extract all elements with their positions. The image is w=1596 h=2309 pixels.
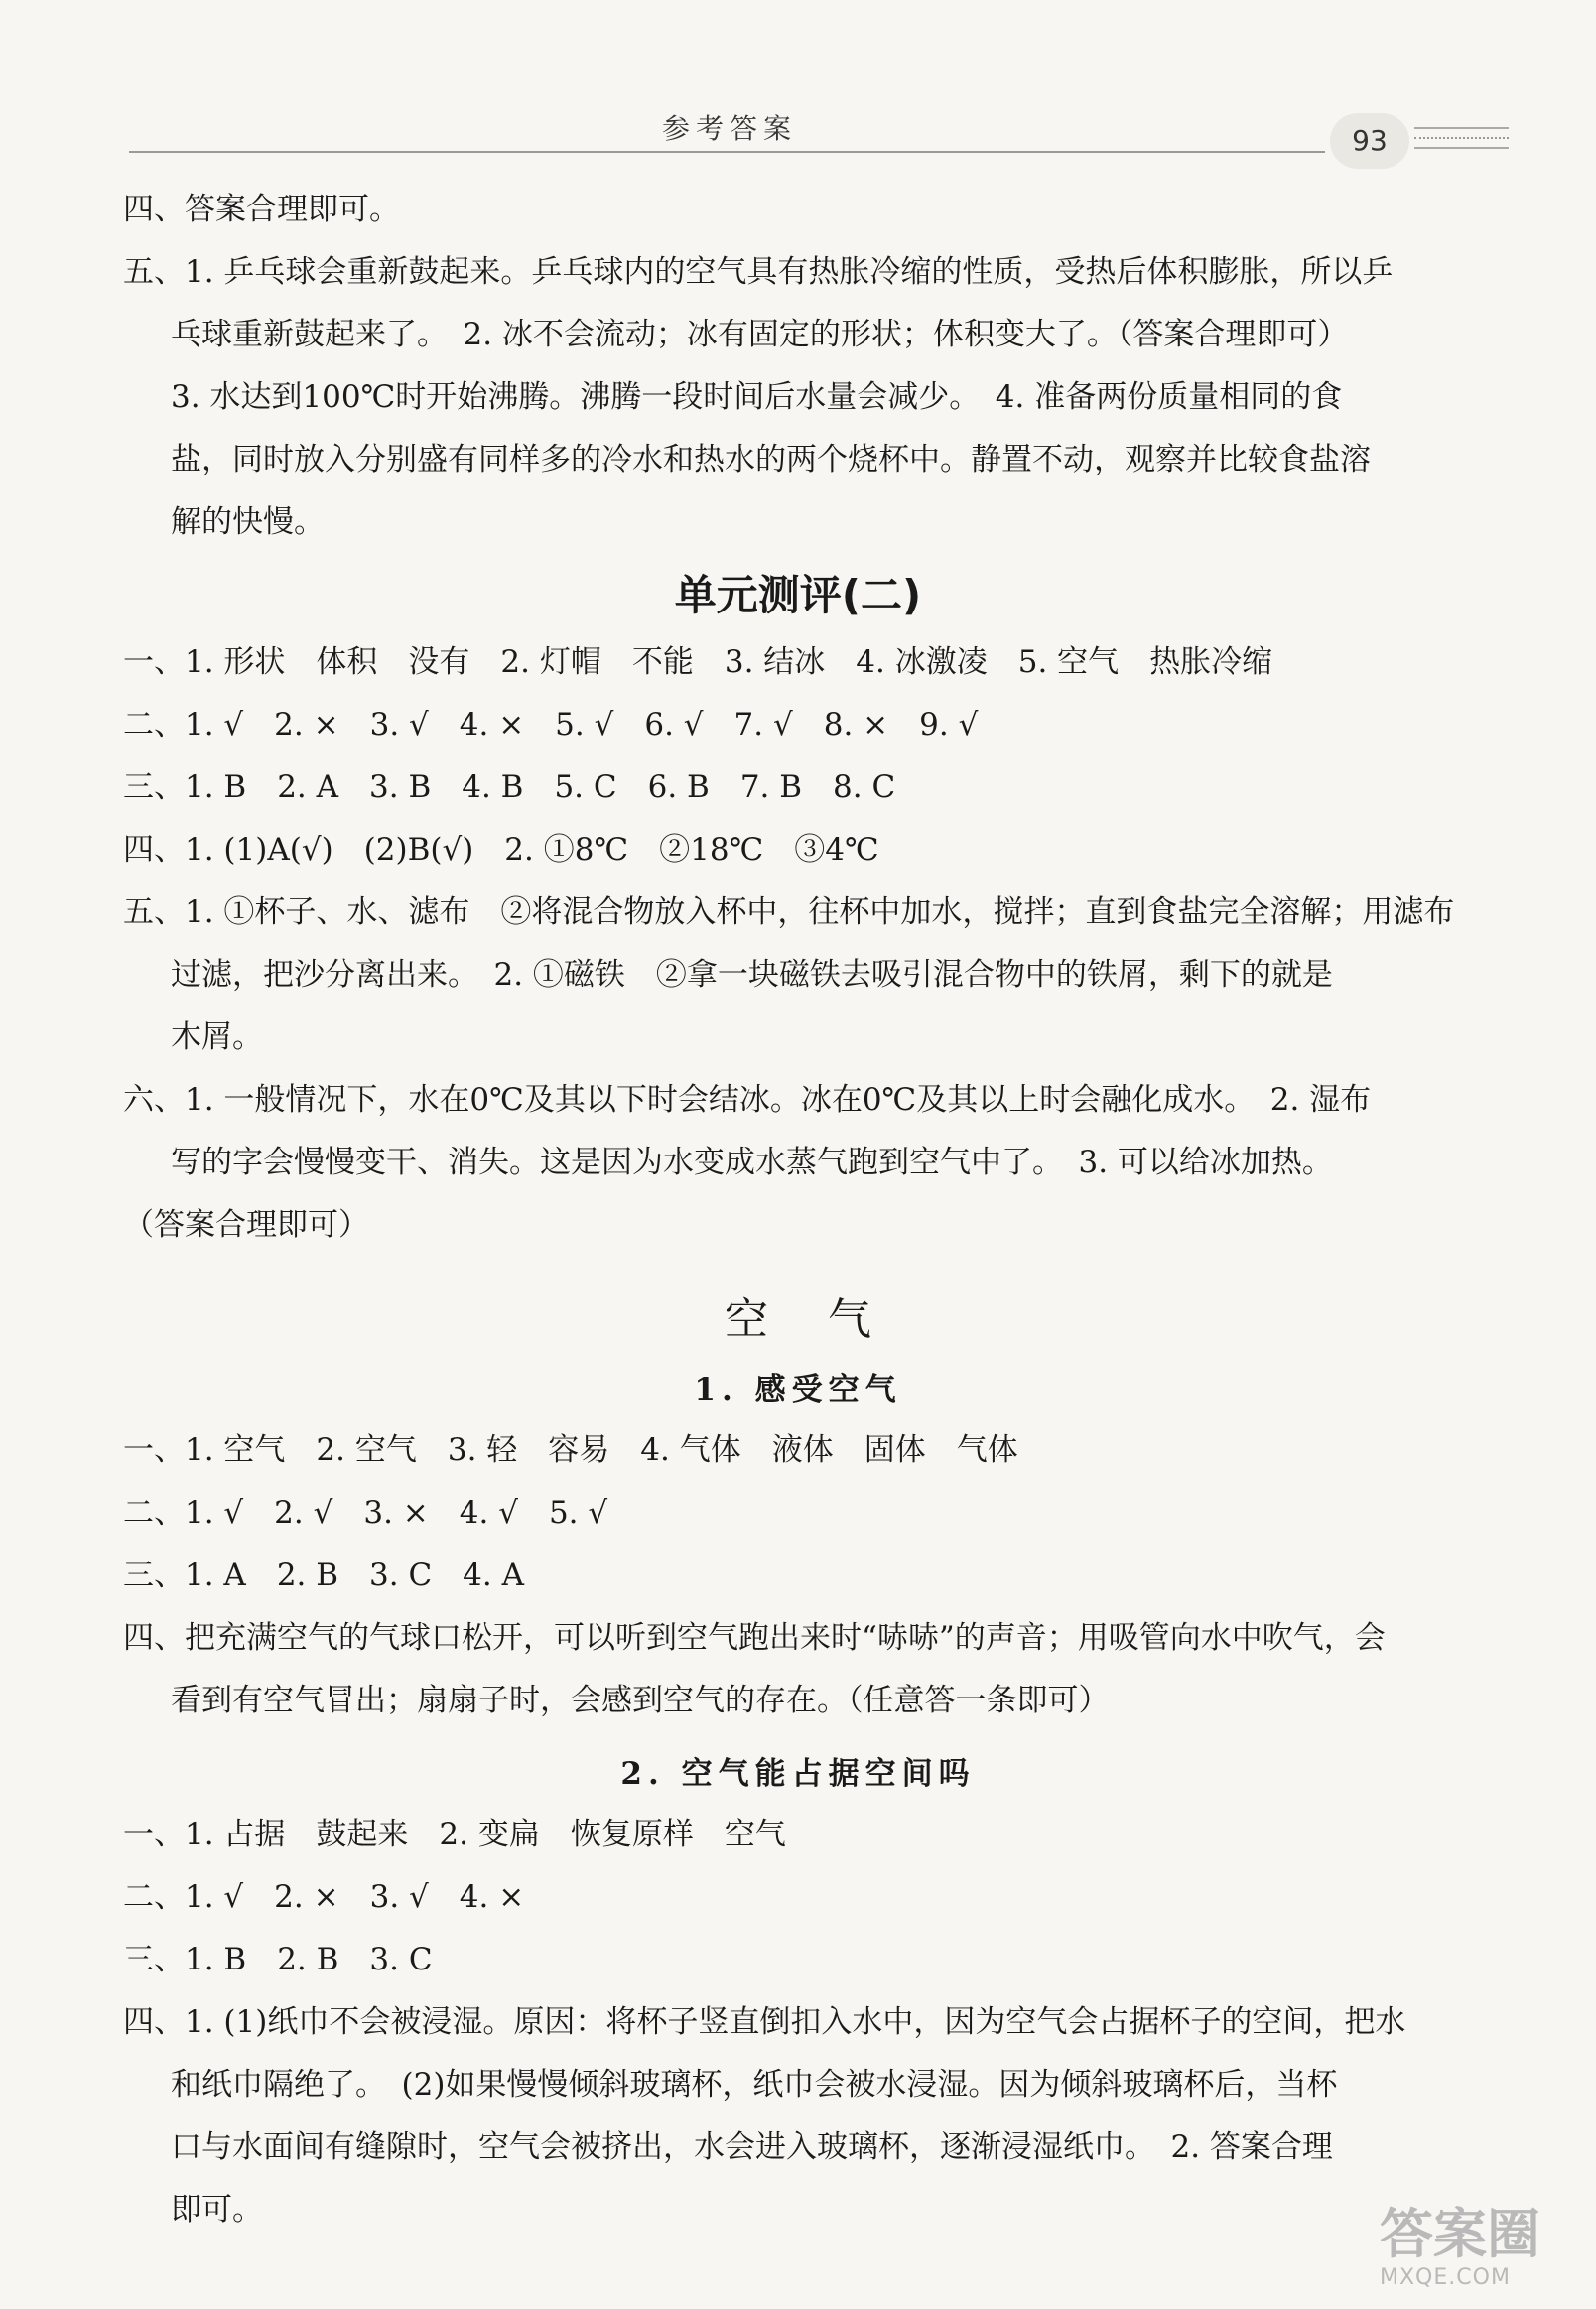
header-title: 参考答案 (661, 112, 797, 145)
answer-line: 三、1. B 2. A 3. B 4. B 5. C 6. B 7. B 8. C (123, 769, 896, 805)
page-number: 93 (1330, 113, 1409, 169)
answer-line: 二、1. √ 2. √ 3. × 4. √ 5. √ (123, 1495, 608, 1531)
answer-line: 盐，同时放入分别盛有同样多的冷水和热水的两个烧杯中。静置不动，观察并比较食盐溶 (171, 442, 1371, 477)
answer-line: 解的快慢。 (171, 504, 325, 540)
answer-line: 木屑。 (171, 1019, 263, 1055)
answer-line: 3. 水达到100℃时开始沸腾。沸腾一段时间后水量会减少。 4. 准备两份质量相同的食 (171, 379, 1343, 415)
answer-line: 五、1. 乒乓球会重新鼓起来。乒乓球内的空气具有热胀冷缩的性质，受热后体积膨胀，所以乒 (123, 254, 1394, 290)
page-header (129, 99, 1479, 159)
answer-line: 口与水面间有缝隙时，空气会被挤出，水会进入玻璃杯，逐渐浸湿纸巾。 2. 答案合理 (171, 2129, 1333, 2165)
answer-line: 五、1. ①杯子、水、滤布 ②将混合物放入杯中，往杯中加水，搅拌；直到食盐完全溶解；用滤布 (123, 894, 1455, 930)
watermark-mark: 答案圈 (1380, 2203, 1540, 2265)
answer-line: 乓球重新鼓起来了。 2. 冰不会流动；冰有固定的形状；体积变大了。（答案合理即可） (171, 317, 1349, 352)
answer-line: 四、把充满空气的气球口松开，可以听到空气跑出来时“哧哧”的声音；用吸管向水中吹气，会 (123, 1620, 1386, 1656)
watermark-logo (1380, 2204, 1588, 2303)
answer-line: 二、1. √ 2. × 3. √ 4. × 5. √ 6. √ 7. √ 8. × 9. √ (123, 707, 979, 743)
lesson-title-1: 1. 感受空气 (694, 1372, 902, 1408)
answer-line: 六、1. 一般情况下，水在0℃及其以下时会结冰。冰在0℃及其以上时会融化成水。 2. 湿布 (123, 1082, 1372, 1118)
answer-line: 四、1. (1)A(√) (2)B(√) 2. ①8℃ ②18℃ ③4℃ (123, 832, 879, 868)
answer-line: 二、1. √ 2. × 3. √ 4. × (123, 1879, 525, 1915)
answer-line: 三、1. A 2. B 3. C 4. A (123, 1558, 524, 1593)
answer-line: 一、1. 形状 体积 没有 2. 灯帽 不能 3. 结冰 4. 冰激凌 5. 空气 热胀冷缩 (123, 644, 1273, 680)
answer-line: 一、1. 空气 2. 空气 3. 轻 容易 4. 气体 液体 固体 气体 (123, 1432, 1018, 1468)
answer-line: （答案合理即可） (123, 1207, 369, 1243)
section-title-air: 空气 (725, 1294, 931, 1345)
answer-line: 过滤，把沙分离出来。 2. ①磁铁 ②拿一块磁铁去吸引混合物中的铁屑，剩下的就是 (171, 957, 1333, 993)
section-title-unit-test: 单元测评(二) (674, 571, 922, 619)
header-rule (129, 151, 1325, 153)
answer-line: 和纸巾隔绝了。 (2)如果慢慢倾斜玻璃杯，纸巾会被水浸湿。因为倾斜玻璃杯后，当杯 (171, 2067, 1338, 2103)
answer-content (123, 179, 1473, 2241)
watermark-url: MXQE.COM (1380, 2265, 1511, 2290)
lesson-title-2: 2. 空气能占据空间吗 (620, 1756, 976, 1792)
answer-line: 看到有空气冒出；扇扇子时，会感到空气的存在。（任意答一条即可） (171, 1683, 1110, 1718)
answer-line: 写的字会慢慢变干、消失。这是因为水变成水蒸气跑到空气中了。 3. 可以给冰加热。 (171, 1145, 1333, 1180)
answer-line: 一、1. 占据 鼓起来 2. 变扁 恢复原样 空气 (123, 1817, 786, 1852)
answer-line: 三、1. B 2. B 3. C (123, 1942, 433, 1977)
decorative-lines (1414, 127, 1509, 157)
answer-line: 四、答案合理即可。 (123, 192, 400, 227)
answer-line: 即可。 (171, 2192, 263, 2228)
answer-line: 四、1. (1)纸巾不会被浸湿。原因：将杯子竖直倒扣入水中，因为空气会占据杯子的空间，把水 (123, 2004, 1406, 2040)
